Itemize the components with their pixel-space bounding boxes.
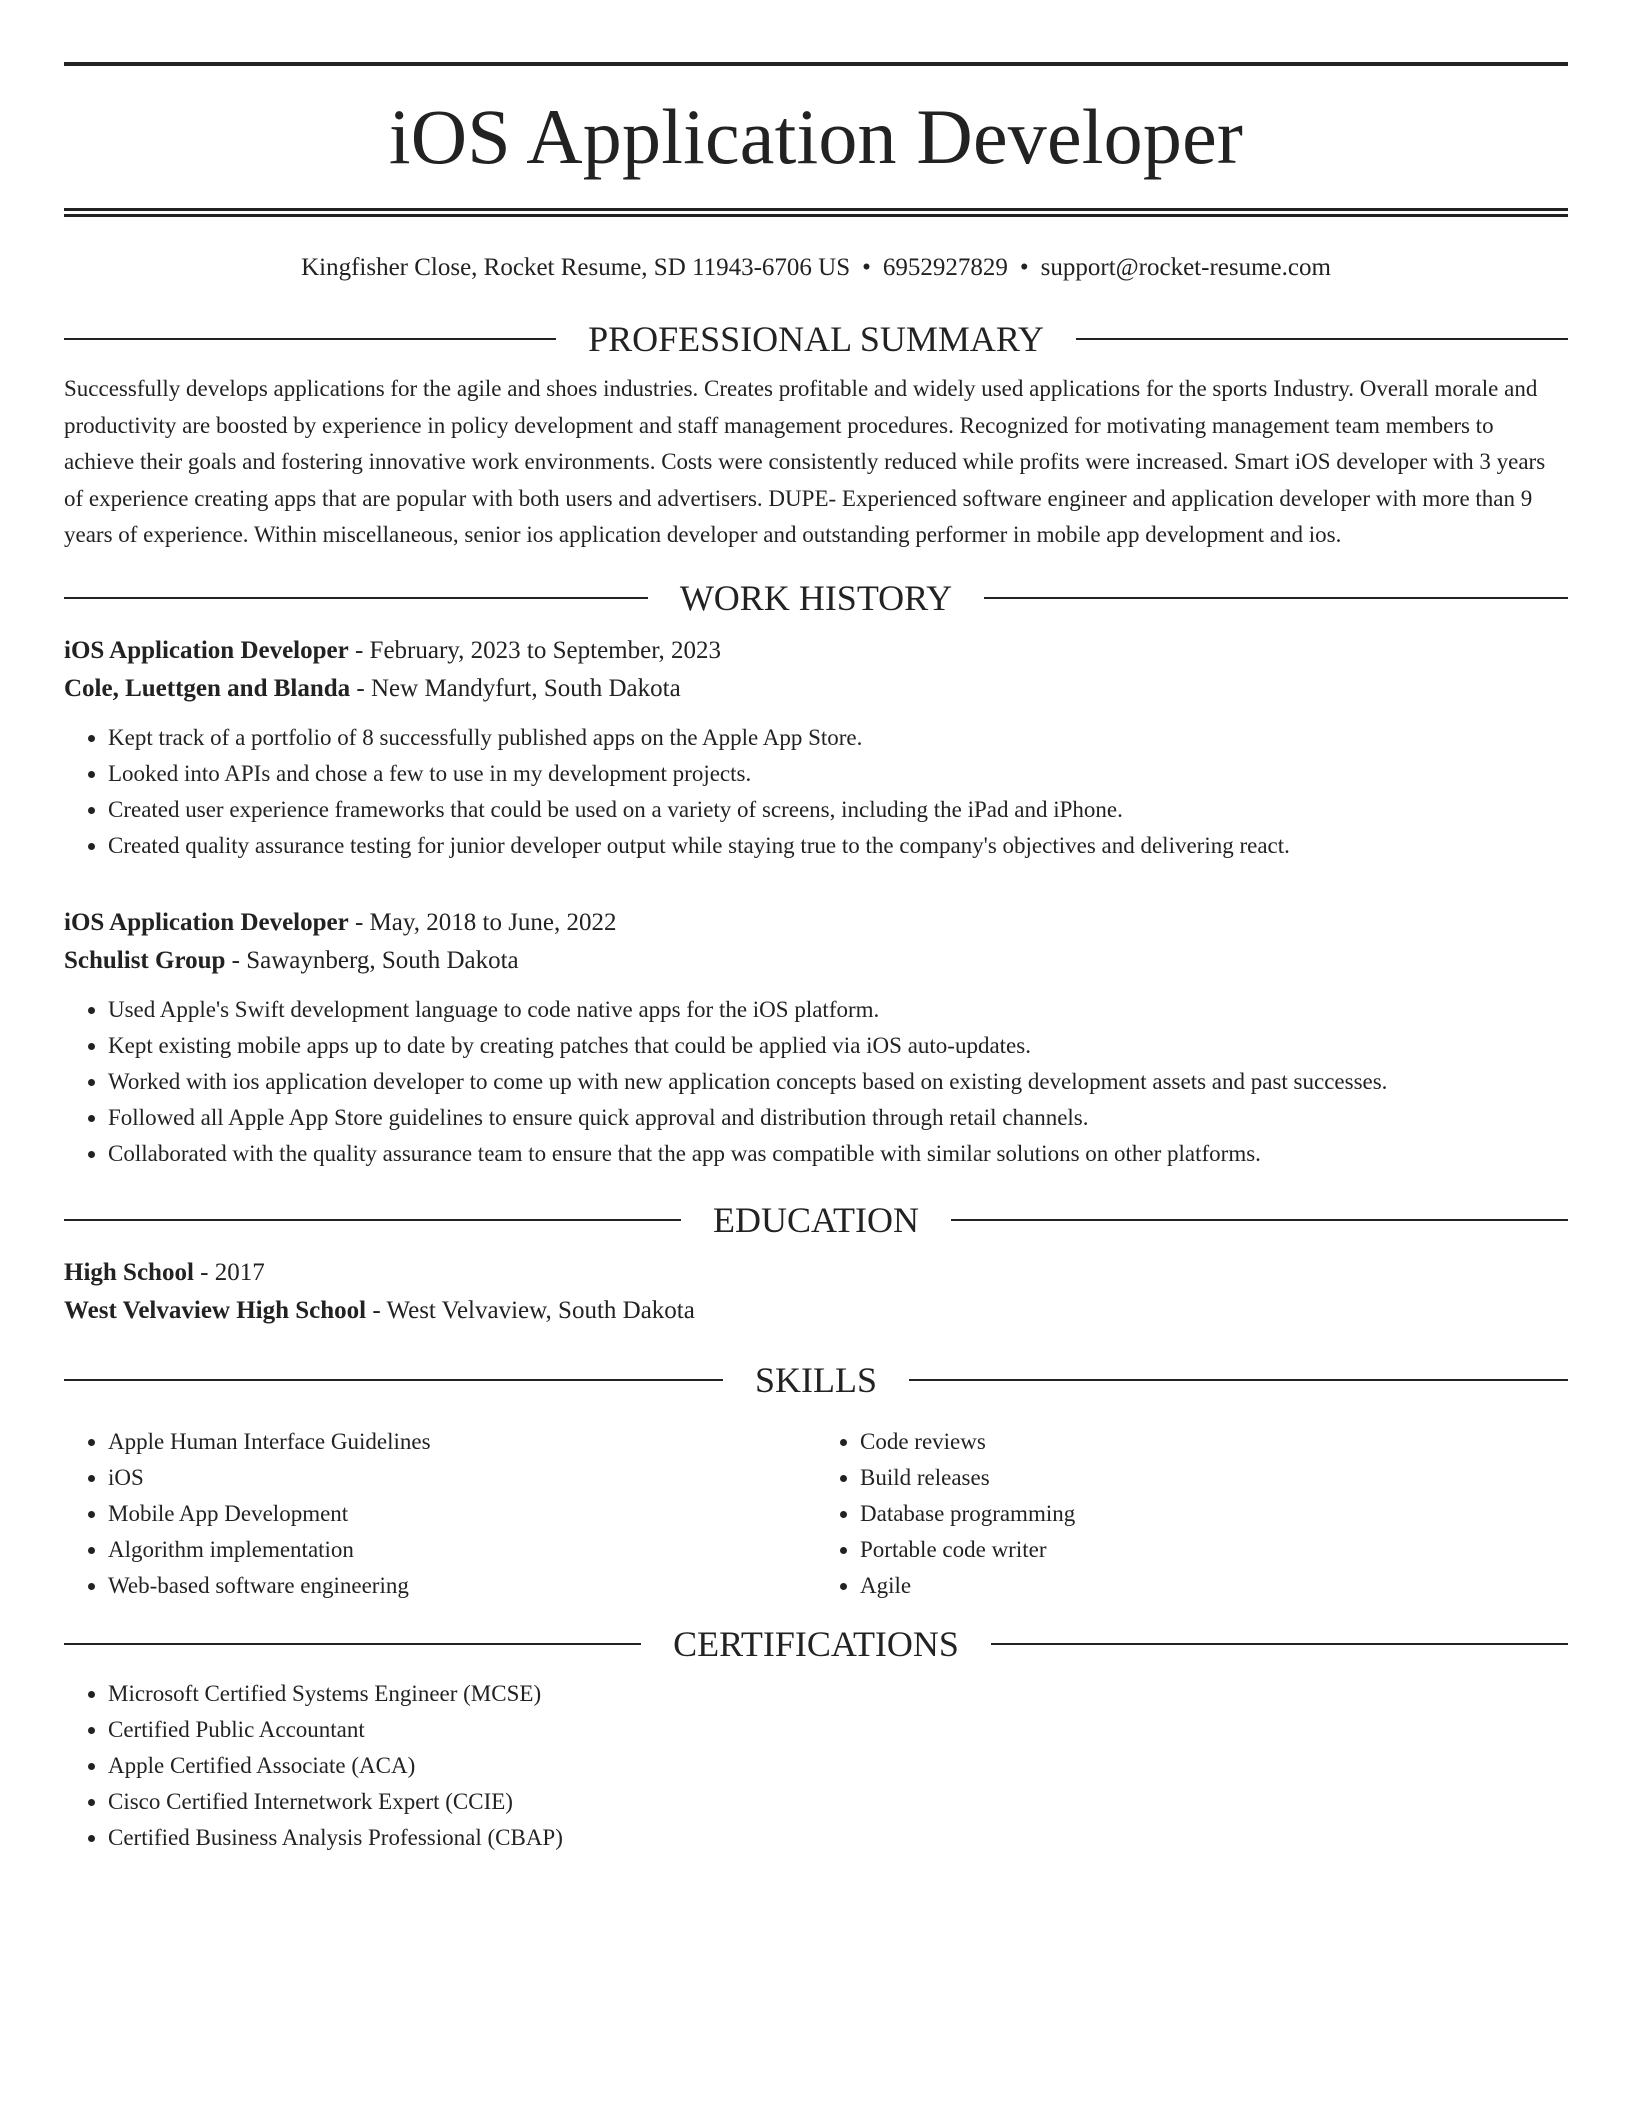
job-company: Cole, Luettgen and Blanda <box>64 674 351 702</box>
list-item: • Worked with ios application developer to come up with new application concepts based on existing development assets and past successes. <box>108 1064 1568 1100</box>
heading-rule <box>984 597 1568 599</box>
list-item: • Database programming <box>860 1496 1568 1532</box>
section-title-summary: PROFESSIONAL SUMMARY <box>588 319 1044 359</box>
section-title-certifications: CERTIFICATIONS <box>673 1623 959 1664</box>
education-year: - 2017 <box>193 1258 265 1286</box>
job-location: - New Mandyfurt, South Dakota <box>350 674 681 702</box>
list-item: • Collaborated with the quality assurance team to ensure that the app was compatible with similar solutions on other platforms. <box>108 1136 1568 1172</box>
skills-grid <box>64 1412 1568 1604</box>
skills-list-left <box>64 1424 816 1604</box>
contact-separator: • <box>1019 254 1029 281</box>
list-item: • Web-based software engineering <box>108 1568 816 1604</box>
list-item: • Build releases <box>860 1460 1568 1496</box>
list-item: • Followed all Apple App Store guidelines to ensure quick approval and distribution through retail channels. <box>108 1100 1568 1136</box>
education-school-line <box>64 1292 1568 1330</box>
heading-rule <box>64 1219 681 1221</box>
section-heading-certifications <box>64 1623 1568 1664</box>
list-item: • Apple Certified Associate (ACA) <box>108 1748 1568 1784</box>
job-location: - Sawaynberg, South Dakota <box>225 946 519 974</box>
job-entry <box>64 632 1568 864</box>
list-item: • Kept existing mobile apps up to date by creating patches that could be applied via iOS auto-updates. <box>108 1028 1568 1064</box>
job-entry <box>64 904 1568 1172</box>
job-bullets <box>64 992 1568 1172</box>
skills-list-right <box>816 1424 1568 1604</box>
section-heading-summary <box>64 321 1568 357</box>
heading-rule <box>991 1643 1568 1645</box>
section-title-education: EDUCATION <box>713 1199 919 1240</box>
certifications-list <box>64 1676 1568 1856</box>
heading-rule <box>951 1219 1568 1221</box>
heading-rule <box>64 597 648 599</box>
list-item: • Created user experience frameworks that could be used on a variety of screens, including the iPad and iPhone. <box>108 792 1568 828</box>
title-double-rule <box>64 208 1568 217</box>
top-rule <box>64 62 1568 66</box>
heading-rule <box>1076 338 1568 340</box>
section-heading-education <box>64 1199 1568 1240</box>
list-item: • Cisco Certified Internetwork Expert (CCIE) <box>108 1784 1568 1820</box>
job-bullets <box>64 720 1568 864</box>
list-item: • Microsoft Certified Systems Engineer (MCSE) <box>108 1676 1568 1712</box>
education-location: - West Velvaview, South Dakota <box>366 1296 695 1324</box>
list-item: • Created quality assurance testing for junior developer output while staying true to the company's objectives and delivering react. <box>108 828 1568 864</box>
job-role: iOS Application Developer <box>64 636 349 664</box>
list-item: • Kept track of a portfolio of 8 successfully published apps on the Apple App Store. <box>108 720 1568 756</box>
job-role: iOS Application Developer <box>64 908 349 936</box>
list-item: • Used Apple's Swift development language to code native apps for the iOS platform. <box>108 992 1568 1028</box>
list-item: • iOS <box>108 1460 816 1496</box>
section-heading-skills <box>64 1359 1568 1400</box>
job-dates: - May, 2018 to June, 2022 <box>348 908 617 936</box>
education-school: West Velvaview High School <box>64 1296 367 1324</box>
list-item: • Mobile App Development <box>108 1496 816 1532</box>
list-item: • Algorithm implementation <box>108 1532 816 1568</box>
list-item: • Agile <box>860 1568 1568 1604</box>
heading-rule <box>909 1379 1568 1381</box>
job-role-line <box>64 632 1568 670</box>
list-item: • Looked into APIs and chose a few to use in my development projects. <box>108 756 1568 792</box>
list-item: • Apple Human Interface Guidelines <box>108 1424 816 1460</box>
contact-phone: 6952927829 <box>882 254 1008 281</box>
list-item: • Certified Public Accountant <box>108 1712 1568 1748</box>
list-item: • Code reviews <box>860 1424 1568 1460</box>
section-title-work: WORK HISTORY <box>679 577 953 618</box>
job-company-line <box>64 670 1568 708</box>
summary-paragraph: Successfully develops applications for the agile and shoes industries. Creates profitable and widely used applications for the sports Industry. Overall morale and productivity are boosted by experience in policy development and staff management procedures. Recognized for motivating management team members to achieve their goals and fostering innovative work environments. Costs were consistently reduced while profits were increased. Smart iOS developer with 3 years of experience creating apps that are popular with both users and advertisers. DUPE- Experienced software engineer and application developer with more than 9 years of experience. Within miscellaneous, senior ios application developer and outstanding performer in mobile app development and ios. <box>64 376 1546 547</box>
job-dates: - February, 2023 to September, 2023 <box>348 636 722 664</box>
job-company-line <box>64 942 1568 980</box>
contact-address: Kingfisher Close, Rocket Resume, SD 11943-6706 US <box>301 254 851 281</box>
resume-title: iOS Application Developer <box>388 93 1244 180</box>
heading-rule <box>64 338 556 340</box>
section-title-skills: SKILLS <box>755 1359 878 1400</box>
education-entry <box>64 1254 1568 1330</box>
job-role-line <box>64 904 1568 942</box>
education-degree: High School <box>64 1258 194 1286</box>
contact-separator: • <box>862 254 871 281</box>
contact-email: support@rocket-resume.com <box>1040 254 1331 281</box>
job-company: Schulist Group <box>64 946 226 974</box>
heading-rule <box>64 1379 723 1381</box>
education-degree-line <box>64 1254 1568 1292</box>
list-item: • Certified Business Analysis Professional (CBAP) <box>108 1820 1568 1856</box>
heading-rule <box>64 1643 641 1645</box>
contact-line <box>64 253 1568 283</box>
section-heading-work <box>64 577 1568 618</box>
list-item: • Portable code writer <box>860 1532 1568 1568</box>
